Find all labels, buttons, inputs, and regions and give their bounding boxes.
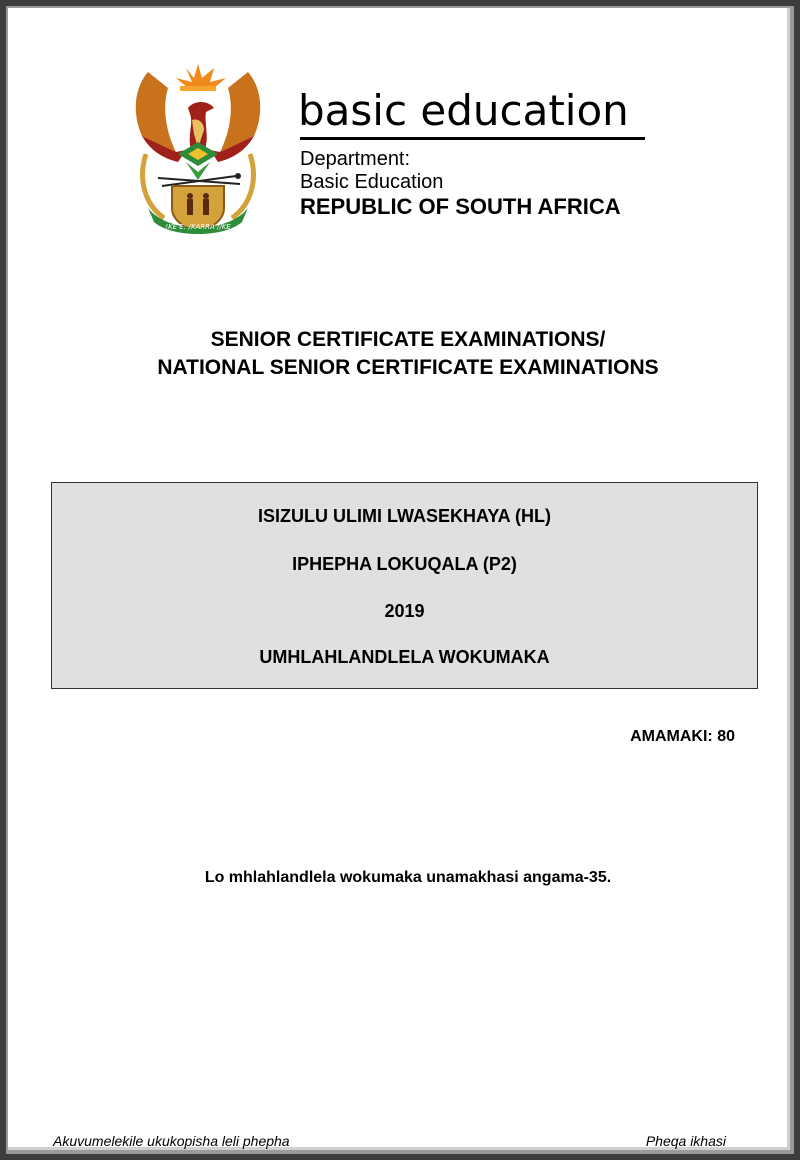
department-block — [300, 148, 621, 220]
heading-line-1: SENIOR CERTIFICATE EXAMINATIONS/ — [210, 328, 606, 351]
exam-year: 2019 — [384, 601, 425, 621]
document-type: UMHLAHLANDLELA WOKUMAKA — [259, 647, 550, 667]
turn-page-note: Pheqa ikhasi — [645, 1133, 726, 1149]
exam-heading — [8, 326, 800, 382]
document-page — [8, 8, 790, 1150]
subject-title: ISIZULU ULIMI LWASEKHAYA (HL) — [257, 506, 551, 526]
total-marks: AMAMAKI: 80 — [630, 728, 735, 745]
copyright-notice: Akuvumelekile ukukopisha leli phepha — [53, 1133, 290, 1149]
paper-title: IPHEPHA LOKUQALA (P2) — [292, 554, 517, 574]
page-count-note: Lo mhlahlandlela wokumaka unamakhasi angama-35. — [204, 869, 612, 886]
wordmark: basic education — [298, 86, 629, 135]
svg-text:!KE E: /XARRA //KE: !KE E: /XARRA //KE — [165, 223, 231, 231]
coat-of-arms-icon — [128, 58, 268, 234]
wordmark-rule — [300, 137, 645, 140]
country-name: REPUBLIC OF SOUTH AFRICA — [300, 194, 621, 219]
title-box — [51, 482, 758, 689]
department-name: Basic Education — [300, 171, 444, 193]
department-label: Department: — [300, 148, 411, 170]
heading-line-2: NATIONAL SENIOR CERTIFICATE EXAMINATIONS — [157, 356, 659, 379]
